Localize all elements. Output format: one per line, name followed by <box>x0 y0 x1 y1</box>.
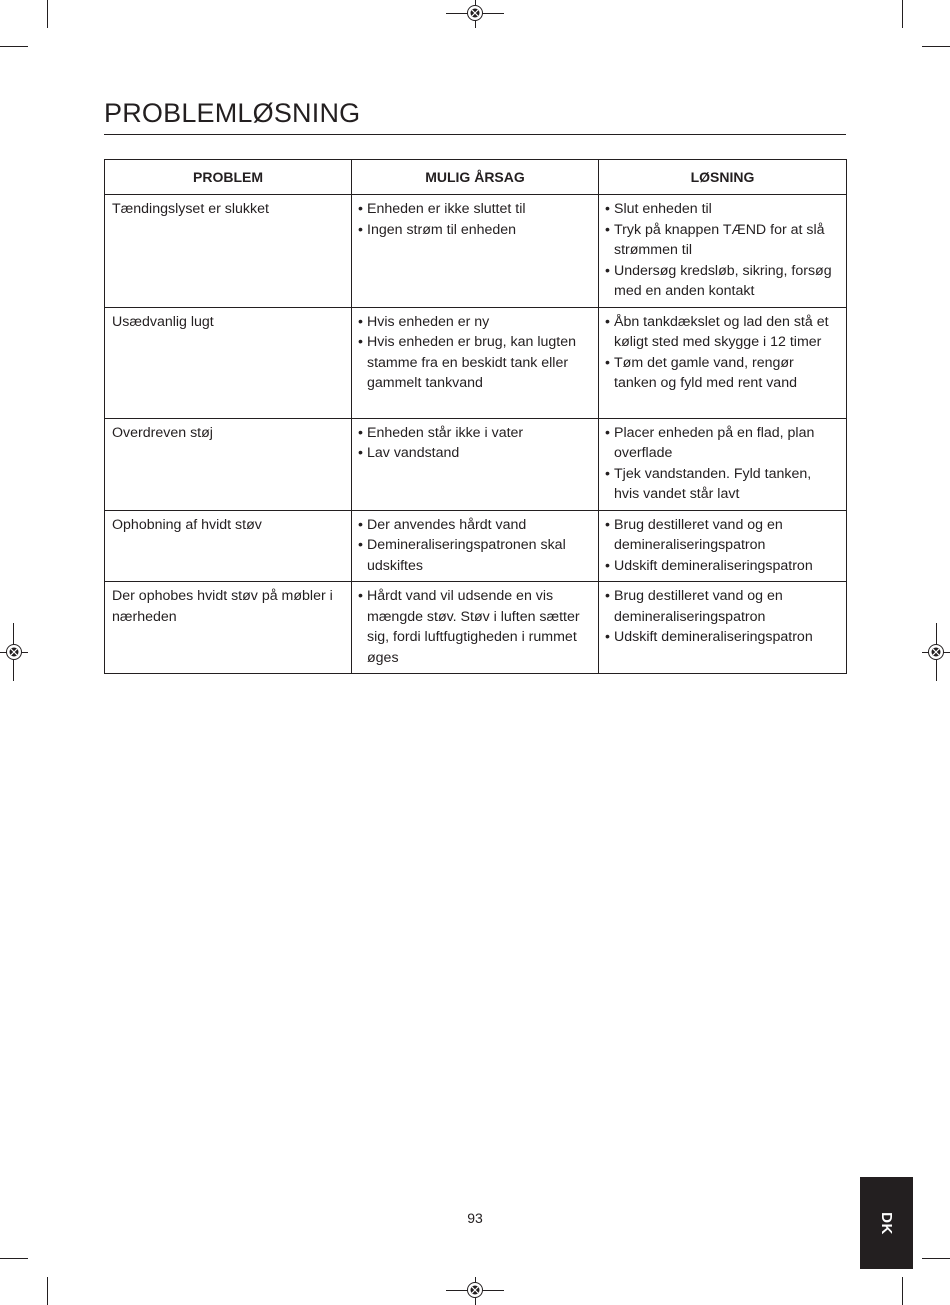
problem-cell: Ophobning af hvidt støv <box>105 510 352 582</box>
registration-mark-icon <box>466 4 484 22</box>
solution-item: • Undersøg kredsløb, sikring, forsøg med en anden kontakt <box>605 261 840 302</box>
table-row <box>105 195 847 308</box>
cause-item: • Ingen strøm til enheden <box>358 220 592 241</box>
cause-item: • Enheden er ikke sluttet til <box>358 199 592 220</box>
crop-mark <box>902 0 903 28</box>
crop-mark <box>922 46 950 47</box>
language-tab <box>860 1177 913 1269</box>
solution-item: • Placer enheden på en flad, plan overflade <box>605 423 840 464</box>
solution-cell <box>599 510 847 582</box>
registration-mark-icon <box>927 643 945 661</box>
cause-cell <box>352 195 599 308</box>
solution-item: • Udskift demineraliseringspatron <box>605 627 840 648</box>
solution-item: • Tjek vandstanden. Fyld tanken, hvis vandet står lavt <box>605 464 840 505</box>
solution-item: • Udskift demineraliseringspatron <box>605 556 840 577</box>
troubleshooting-table <box>104 159 847 674</box>
solution-item: • Brug destilleret vand og en demineraliseringspatron <box>605 586 840 627</box>
cause-item: • Demineraliseringspatronen skal udskiftes <box>358 535 592 576</box>
page-title: PROBLEMLØSNING <box>104 98 361 128</box>
table-row <box>105 510 847 582</box>
table-row <box>105 582 847 674</box>
cause-cell <box>352 582 599 674</box>
solution-cell <box>599 195 847 308</box>
table-row <box>105 418 847 510</box>
crop-mark <box>922 1258 950 1259</box>
solution-item: • Tøm det gamle vand, rengør tanken og fyld med rent vand <box>605 353 840 394</box>
cause-cell <box>352 510 599 582</box>
solution-item: • Slut enheden til <box>605 199 840 220</box>
cause-item: • Lav vandstand <box>358 443 592 464</box>
crop-mark <box>902 1277 903 1305</box>
registration-mark-icon <box>5 643 23 661</box>
cause-item: • Der anvendes hårdt vand <box>358 515 592 536</box>
problem-cell: Tændingslyset er slukket <box>105 195 352 308</box>
cause-item: • Hårdt vand vil udsende en vis mængde støv. Støv i luften sætter sig, fordi luftfugtigheden i rummet øges <box>358 586 592 668</box>
cause-cell <box>352 418 599 510</box>
header-solution: LØSNING <box>599 160 847 195</box>
solution-item: • Åbn tankdækslet og lad den stå et køligt sted med skygge i 12 timer <box>605 312 840 353</box>
registration-mark-icon <box>466 1281 484 1299</box>
cause-item: • Hvis enheden er brug, kan lugten stamme fra en beskidt tank eller gammelt tankvand <box>358 332 592 394</box>
solution-cell <box>599 307 847 418</box>
header-problem: PROBLEM <box>105 160 352 195</box>
table-row <box>105 307 847 418</box>
solution-cell <box>599 418 847 510</box>
solution-item: • Brug destilleret vand og en demineraliseringspatron <box>605 515 840 556</box>
problem-cell: Der ophobes hvidt støv på møbler i nærheden <box>105 582 352 674</box>
crop-mark <box>47 0 48 28</box>
problem-cell: Usædvanlig lugt <box>105 307 352 418</box>
crop-mark <box>47 1277 48 1305</box>
solution-item: • Tryk på knappen TÆND for at slå strømmen til <box>605 220 840 261</box>
table-header-row <box>105 160 847 195</box>
cause-item: • Hvis enheden er ny <box>358 312 592 333</box>
problem-cell: Overdreven støj <box>105 418 352 510</box>
page-number: 93 <box>467 1210 483 1226</box>
title-rule <box>104 134 846 135</box>
crop-mark <box>0 46 28 47</box>
cause-item: • Enheden står ikke i vater <box>358 423 592 444</box>
language-tab-label: DK <box>877 1211 895 1235</box>
crop-mark <box>0 1258 28 1259</box>
cause-cell <box>352 307 599 418</box>
header-cause: MULIG ÅRSAG <box>352 160 599 195</box>
solution-cell <box>599 582 847 674</box>
